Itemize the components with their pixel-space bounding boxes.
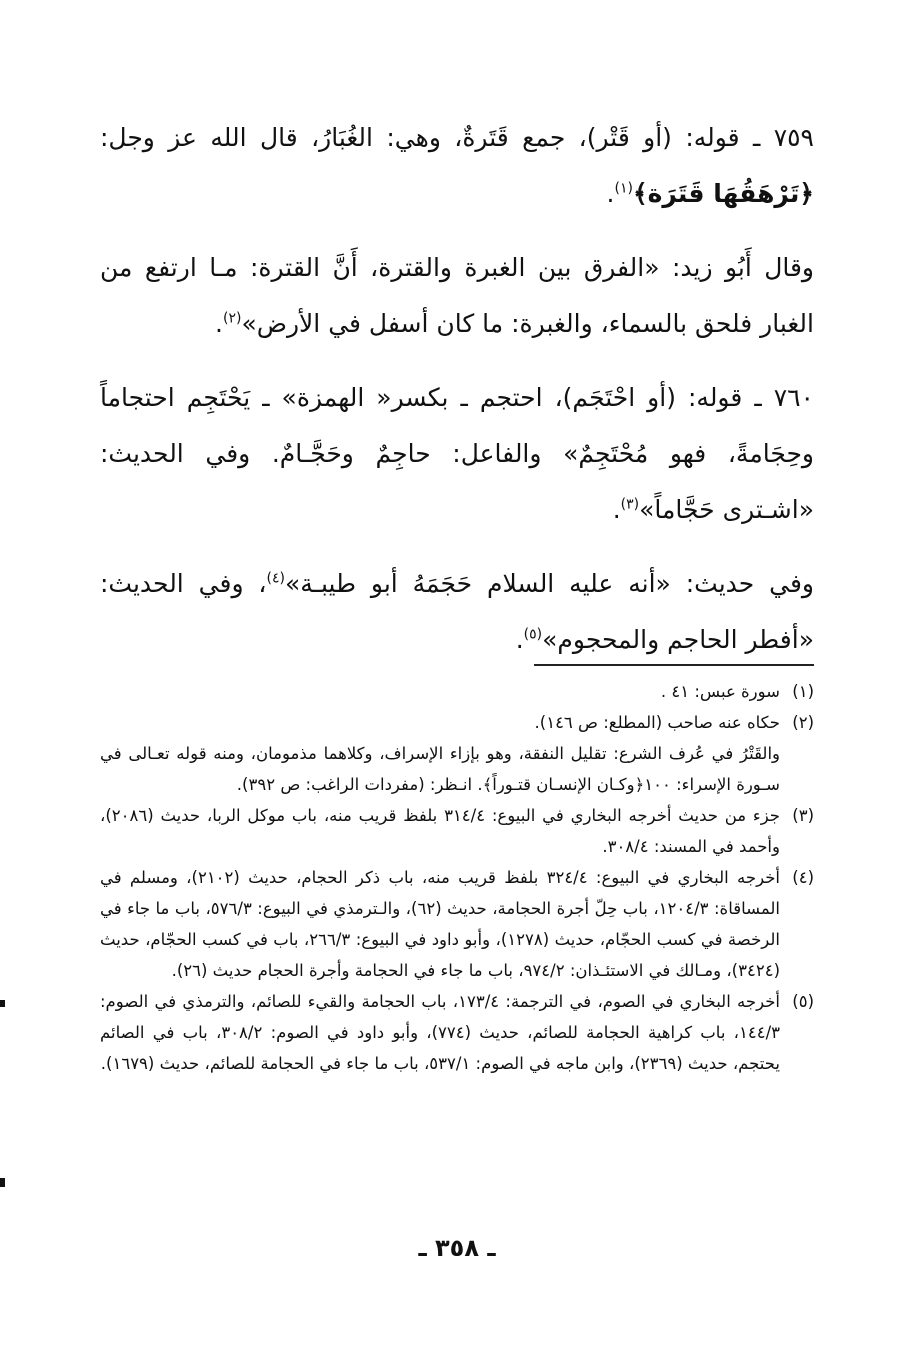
paragraph-end: .	[515, 625, 524, 654]
paragraph-759	[100, 110, 814, 222]
footnote-5	[100, 986, 814, 1079]
main-text	[100, 110, 814, 686]
footnote-divider	[534, 664, 814, 666]
footnote-text: حكاه عنه صاحب (المطلع: ص ١٤٦).	[534, 713, 780, 732]
footnote-ref[interactable]: (٢)	[222, 310, 242, 327]
footnote-text: جزء من حديث أخرجه البخاري في البيوع: ٣١٤/٤ بلفظ قريب منه، باب موكل الربا، حديث (٢٠٨٦)، وأحمد في المسند: ٣٠٨/٤.	[100, 806, 780, 856]
scan-edge-mark	[0, 1000, 5, 1007]
footnote-number: (٢)	[792, 713, 814, 732]
footnote-number: (١)	[792, 682, 814, 701]
footnote-4	[100, 862, 814, 986]
paragraph-text: وفي حديث: «أنه عليه السلام حَجَمَهُ أبو طيبـة»	[284, 569, 815, 598]
page-number: ـ ٣٥٨ ـ	[418, 1234, 496, 1262]
paragraph-end: .	[612, 495, 621, 524]
footnote-ref[interactable]: (٥)	[523, 626, 543, 643]
scan-edge-mark	[0, 1178, 5, 1187]
paragraph-text: ٧٦٠ ـ قوله: (أو احْتَجَم)، احتجم ـ بكسر« الهمزة» ـ يَحْتَجِم احتجاماً وحِجَامةً، فهو مُحْتَجِمٌ» والفاعل: حاجِمٌ وحَجَّـامٌ. وفي الحديث: «اشـترى حَجَّاماً»	[100, 383, 814, 524]
footnote-number: (٤)	[792, 868, 814, 887]
footnote-3	[100, 800, 814, 862]
footnote-continuation: والقَتْرُ في عُرف الشرع: تقليل النفقة، وهو بإزاء الإسراف، وكلاهما مذمومان، ومنه قوله تعـالى في سـورة الإسراء: ١٠٠﴿وكـان الإنسـان قتـوراً﴾. انـظر: (مفردات الراغب: ص ٣٩٢).	[100, 744, 780, 794]
paragraph-text-2: ، وفي الحديث: «أفطر الحاجم والمحجوم»	[100, 569, 814, 654]
footnote-2	[100, 707, 814, 800]
footnote-1	[100, 676, 814, 707]
footnote-ref[interactable]: (٤)	[266, 570, 285, 587]
footnote-text: سورة عبس: ٤١ .	[660, 682, 780, 701]
paragraph-end: .	[606, 179, 615, 208]
footnotes	[100, 676, 814, 1079]
paragraph-760	[100, 370, 814, 538]
paragraph-end: .	[215, 309, 223, 338]
footnote-number: (٣)	[792, 806, 814, 825]
footnote-text: أخرجه البخاري في البيوع: ٣٢٤/٤ بلفظ قريب منه، باب ذكر الحجام، حديث (٢١٠٢)، ومسلم في المساقاة: ١٢٠٤/٣، باب حِلّ أجرة الحجامة، حديث (٦٢)، والـترمذي في البيوع: ٥٧٦/٣، باب ما جاء في الرخصة في كسب الحجّام، حديث (١٢٧٨)، وأبو داود في البيوع: ٢٦٦/٣، باب في كسب الحجّام، حديث (٣٤٢٤)، ومـالك في الاستئـذان: ٩٧٤/٢، باب ما جاء في الحجامة وأجرة الحجام حديث (٢٦).	[100, 868, 781, 980]
footnote-text: أخرجه البخاري في الصوم، في الترجمة: ١٧٣/٤، باب الحجامة والقيء للصائم، والترمذي في الصوم: ١٤٤/٣، باب كراهية الحجامة للصائم، حديث (٧٧٤)، وأبو داود في الصوم: ٣٠٨/٢، باب في الصائم يحتجم، حديث (٢٣٦٩)، وابن ماجه في الصوم: ٥٣٧/١، باب ما جاء في الحجامة للصائم، حديث (١٦٧٩).	[100, 992, 780, 1073]
footnote-ref[interactable]: (١)	[614, 180, 633, 197]
footnote-ref[interactable]: (٣)	[620, 496, 640, 513]
quran-verse: ﴿تَرْهَقُهَا قَتَرَة﴾	[632, 179, 814, 208]
paragraph-abu-zaid	[100, 240, 814, 352]
paragraph-text: وقال أَبُو زيد: «الفرق بين الغبرة والقترة، أَنَّ القترة: مـا ارتفع من الغبار فلحق بالسماء، والغبرة: ما كان أسفل في الأرض»	[100, 253, 814, 338]
footnote-number: (٥)	[792, 992, 814, 1011]
paragraph-hadith	[100, 556, 814, 668]
paragraph-text: ٧٥٩ ـ قوله: (أو قَتْر)، جمع قَتَرةٌ، وهي: الغُبَارُ، قال الله عز وجل:	[100, 123, 814, 152]
